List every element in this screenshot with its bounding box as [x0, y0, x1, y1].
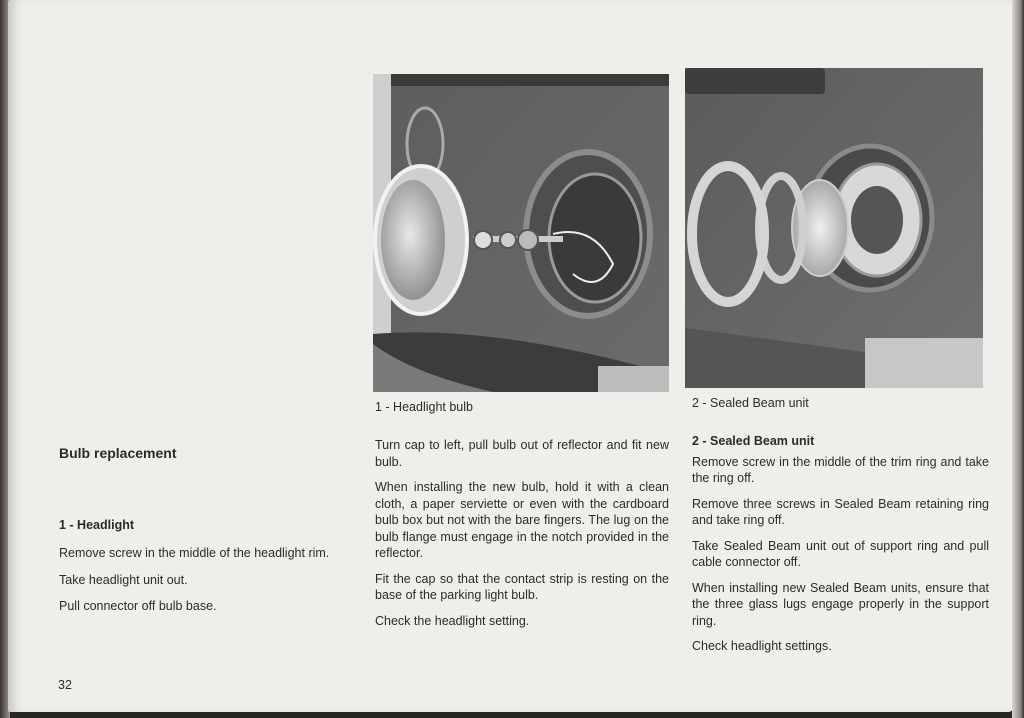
manual-page [8, 0, 1014, 712]
sealed-beam-heading: 2 - Sealed Beam unit [692, 434, 815, 448]
sealed-beam-photo [685, 68, 983, 388]
paragraph: When installing new Sealed Beam units, ensure that the three glass lugs engage properly in the support ring. [692, 580, 989, 628]
headlight-instructions [59, 545, 354, 625]
page-edge [1012, 0, 1024, 718]
paragraph: Check headlight settings. [692, 639, 832, 653]
paragraph: Remove screw in the middle of the trim ring and take the ring off. [692, 454, 989, 485]
paragraph: Take Sealed Beam unit out of support ring and pull cable connector off. [692, 538, 989, 569]
paragraph: Remove three screws in Sealed Beam retaining ring and take ring off. [692, 496, 989, 527]
paragraph: Take headlight unit out. [59, 572, 188, 587]
paragraph: Pull connector off bulb base. [59, 599, 217, 613]
headlight-subtitle: 1 - Headlight [59, 518, 135, 532]
sealed-beam-instructions [692, 433, 989, 664]
headlight-bulb-photo [373, 74, 669, 392]
figure-2-caption: 2 - Sealed Beam unit [692, 396, 809, 410]
paragraph: Check the headlight setting. [375, 613, 530, 628]
figure-1-caption: 1 - Headlight bulb [375, 400, 473, 414]
section-title: Bulb replacement [59, 445, 177, 461]
paragraph: Fit the cap so that the contact strip is resting on the base of the parking light bulb. [375, 571, 669, 602]
paragraph: Remove screw in the middle of the headlight rim. [59, 546, 330, 560]
page-number: 32 [58, 678, 72, 692]
paragraph: When installing the new bulb, hold it with a clean cloth, a paper serviette or even with the cardboard bulb box but not with the bare fingers. The lug on the bulb flange must engage in the notch provided in the reflector. [375, 480, 669, 560]
headlight-bulb-instructions [375, 437, 669, 638]
paragraph: Turn cap to left, pull bulb out of reflector and fit new bulb. [375, 438, 669, 469]
